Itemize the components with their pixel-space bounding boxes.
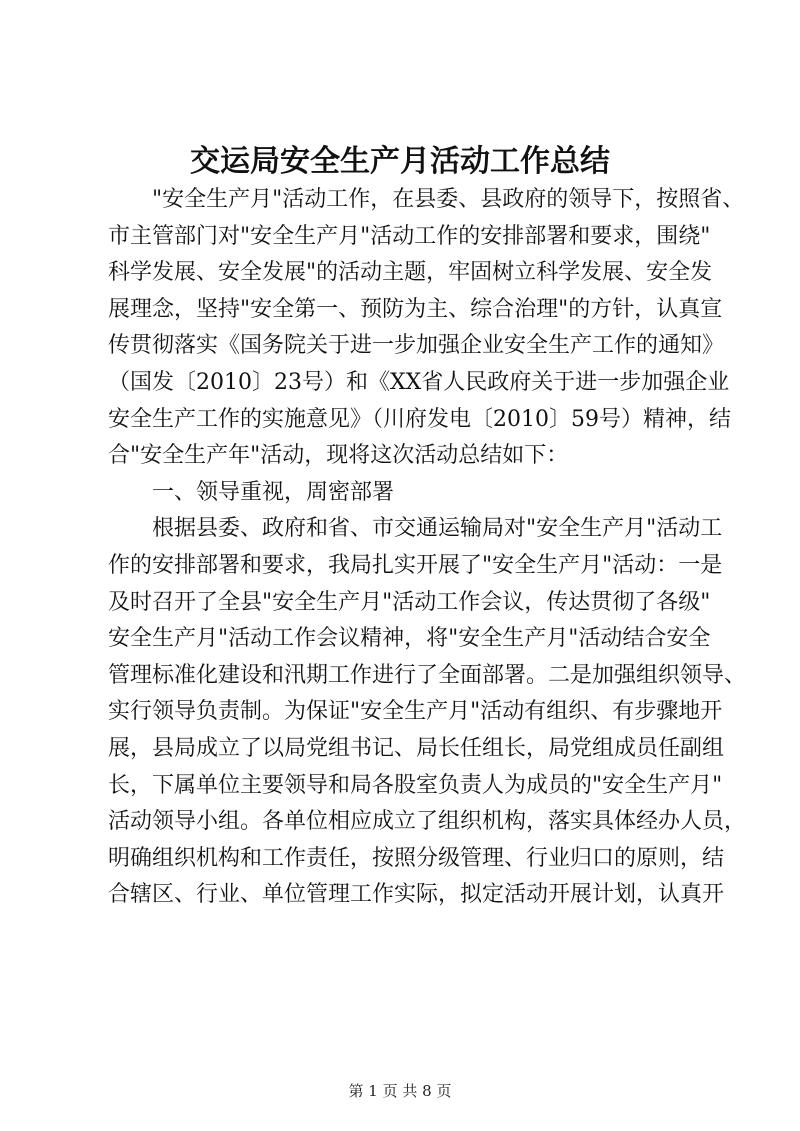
text-line: 根据县委、政府和省、市交通运输局对"安全生产月"活动工 — [152, 516, 723, 542]
text-line: 合辖区、行业、单位管理工作实际，拟定活动开展计划，认真开 — [108, 882, 725, 908]
text-line: 市主管部门对"安全生产月"活动工作的安排部署和要求，围绕" — [108, 223, 711, 249]
text-line: 合"安全生产年"活动，现将这次活动总结如下： — [108, 443, 569, 469]
text-line: 安全生产工作的实施意见》（川府发电〔2010〕59号）精神，结 — [108, 406, 731, 432]
text-line: 展理念，坚持"安全第一、预防为主、综合治理"的方针，认真宣 — [108, 296, 723, 322]
text-line: 一、领导重视，周密部署 — [152, 479, 395, 505]
text-line: 及时召开了全县"安全生产月"活动工作会议，传达贯彻了各级" — [108, 589, 711, 615]
text-line: 科学发展、安全发展"的活动主题，牢固树立科学发展、安全发 — [108, 260, 713, 286]
text-line: 实行领导负责制。为保证"安全生产月"活动有组织、有步骤地开 — [108, 699, 723, 725]
text-line: 传贯彻落实《国务院关于进一步加强企业安全生产工作的通知》 — [108, 333, 725, 359]
page-footer: 第 1 页 共 8 页 — [348, 1082, 452, 1100]
text-line: 安全生产月"活动工作会议精神，将"安全生产月"活动结合安全 — [108, 626, 711, 652]
text-line: （国发〔2010〕23号）和《XX省人民政府关于进一步加强企业 — [108, 369, 730, 395]
document-body — [108, 182, 747, 914]
text-line: 展，县局成立了以局党组书记、局长任组长，局党组成员任副组 — [108, 735, 725, 761]
document-title: 交运局安全生产月活动工作总结 — [190, 144, 610, 179]
text-line: 明确组织机构和工作责任，按照分级管理、行业归口的原则，结 — [108, 845, 725, 871]
text-line: 长，下属单位主要领导和局各股室负责人为成员的"安全生产月" — [108, 772, 723, 798]
text-line: "安全生产月"活动工作，在县委、县政府的领导下，按照省、 — [152, 187, 745, 212]
text-line: 活动领导小组。各单位相应成立了组织机构，落实具体经办人员， — [108, 809, 747, 835]
text-line: 作的安排部署和要求，我局扎实开展了"安全生产月"活动：一是 — [108, 552, 723, 578]
text-line: 管理标准化建设和汛期工作进行了全面部署。二是加强组织领导、 — [108, 662, 747, 688]
